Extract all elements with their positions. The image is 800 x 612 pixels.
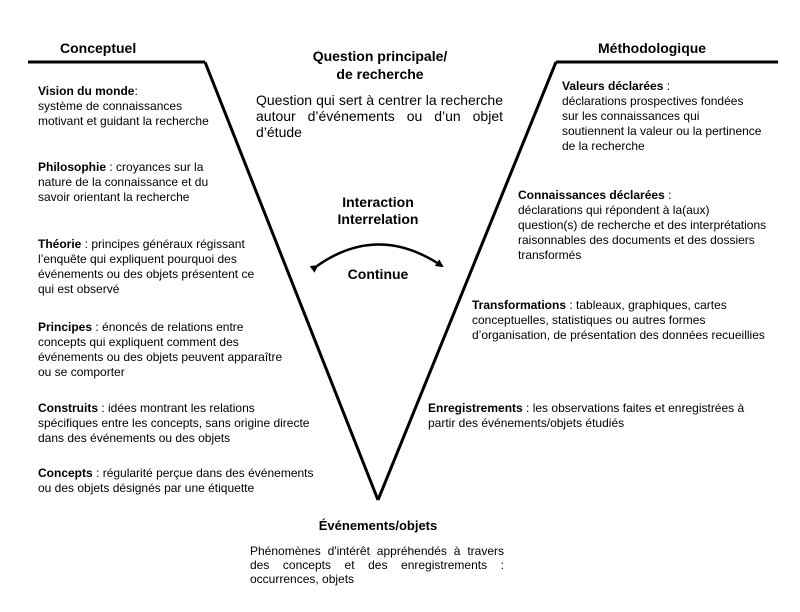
interaction-arrow	[317, 245, 442, 267]
header-question-line1: Question principale/	[312, 48, 448, 64]
header-question-principale	[280, 47, 480, 83]
term-description: système de connaissances motivant et guidant la recherche	[38, 99, 209, 128]
term-label: Philosophie	[38, 160, 107, 174]
right-item-transformations: Transformations : tableaux, graphiques, cartes conceptuelles, statistiques ou autres formes d’organisation, de présentation des données recueillies	[472, 298, 765, 342]
term-label: Concepts	[38, 466, 93, 480]
right-item-valeurs-declarees: Valeurs déclarées : déclarations prospectives fondées sur les connaissances qui soutiennent la valeur ou la pertinence de la recherche	[562, 79, 762, 153]
right-item-connaissances-declarees: Connaissances déclarées : déclarations qui répondent à la(aux) question(s) de recherche et des interprétations raisonnables des documents et des dossiers transformés	[518, 188, 767, 262]
term-description: idées montrant les relations spécifiques entre les concepts, sans origine directe dans des événements ou des objets	[38, 401, 310, 445]
question-description: Question qui sert à centrer la recherche autour d’événements ou d’un objet d’étude	[256, 92, 503, 140]
term-description: les observations faites et enregistrées à partir des événements/objets étudiés	[428, 401, 745, 430]
left-item-philosophie: Philosophie : croyances sur la nature de la connaissance et du savoir orientant la recherche	[38, 160, 209, 204]
header-methodologique: Méthodologique	[598, 40, 707, 56]
term-description: croyances sur la nature de la connaissance et du savoir orientant la recherche	[38, 160, 209, 204]
term-description: régularité perçue dans des événements ou des objets désignés par une étiquette	[38, 466, 314, 495]
left-item-concepts: Concepts : régularité perçue dans des événements ou des objets désignés par une étiquette	[38, 466, 314, 495]
term-label: Vision du monde	[38, 84, 135, 98]
term-description: déclarations qui répondent à la(aux) question(s) de recherche et des interprétations raisonnables des documents et des dossiers transformés	[518, 203, 767, 262]
bottom-description: Phénomènes d'intérêt appréhendés à travers des concepts et des enregistrements : occurrences, objets	[250, 544, 504, 586]
term-label: Valeurs déclarées	[562, 79, 664, 93]
term-label: Connaissances déclarées	[518, 188, 665, 202]
term-description: principes généraux régissant l’enquête qui expliquent pourquoi des événements ou des objets présentent ce qui est observé	[38, 237, 255, 296]
header-conceptuel: Conceptuel	[60, 40, 137, 56]
term-label: Théorie	[38, 237, 82, 251]
left-item-principes: Principes : énoncés de relations entre concepts qui expliquent comment des événements ou des objets peuvent apparaître ou se comporter	[38, 320, 283, 379]
interaction-line: Interaction	[342, 194, 414, 210]
interaction-label	[300, 194, 456, 228]
header-question-line2: de recherche	[336, 66, 424, 82]
term-description: tableaux, graphiques, cartes conceptuelles, statistiques ou autres formes d’organisation, de présentation des données recueillies	[472, 298, 765, 342]
term-label: Principes	[38, 320, 93, 334]
term-label: Enregistrements	[428, 401, 523, 415]
interrelation-line: Interrelation	[337, 211, 419, 227]
term-label: Transformations	[472, 298, 567, 312]
term-description: déclarations prospectives fondées sur les connaissances qui soutiennent la valeur ou la pertinence de la recherche	[562, 94, 762, 153]
left-item-vision-du-monde: Vision du monde: système de connaissances motivant et guidant la recherche	[38, 84, 209, 128]
left-item-theorie: Théorie : principes généraux régissant l’enquête qui expliquent pourquoi des événements ou des objets présentent ce qui est observé	[38, 237, 255, 296]
left-item-construits: Construits : idées montrant les relations spécifiques entre les concepts, sans origine directe dans des événements ou des objets	[38, 401, 310, 445]
term-label: Construits	[38, 401, 98, 415]
term-description: énoncés de relations entre concepts qui expliquent comment des événements ou des objets peuvent apparaître ou se comporter	[38, 320, 283, 379]
bottom-title: Événements/objets	[318, 518, 438, 533]
right-item-enregistrements: Enregistrements : les observations faites et enregistrées à partir des événements/objets étudiés	[428, 401, 745, 430]
continue-label: Continue	[347, 266, 409, 282]
